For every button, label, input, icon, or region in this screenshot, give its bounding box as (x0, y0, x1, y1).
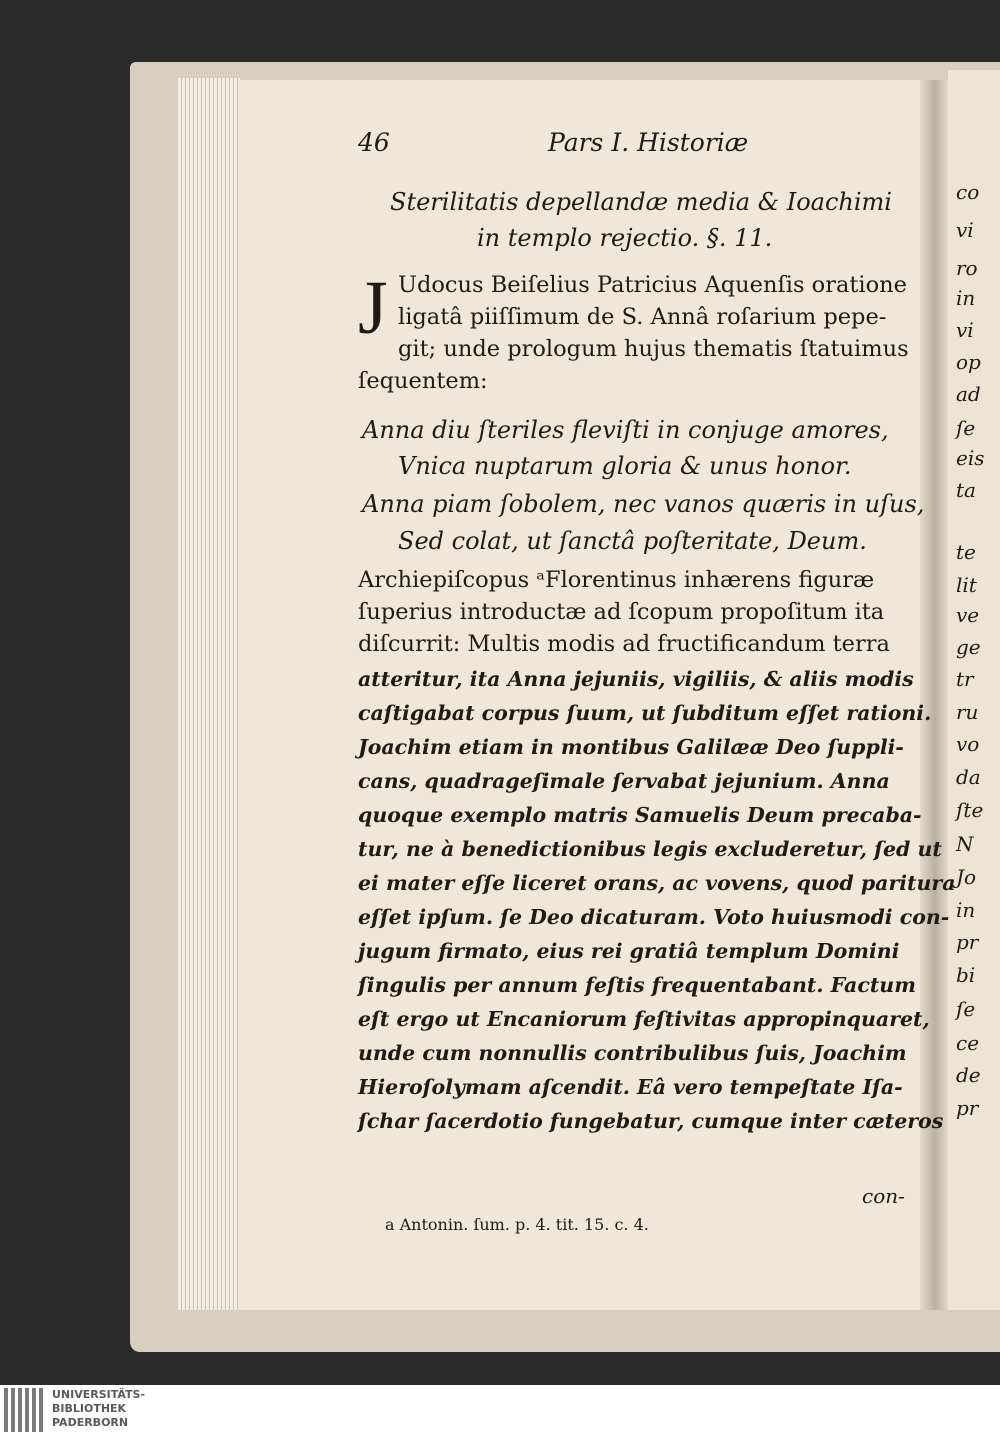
right-page-fragment: lit (956, 573, 977, 597)
paragraph-line: diſcurrit: Multis modis ad fructificandum terra (358, 631, 890, 657)
section-title-line-1: Sterilitatis depellandæ media & Ioachimi (390, 188, 892, 216)
italic-line: ſingulis per annum feſtis frequentabant. Factum (358, 973, 916, 997)
footnote: a Antonin. ſum. p. 4. tit. 15. c. 4. (385, 1215, 649, 1234)
right-page-fragment: pr (956, 930, 979, 954)
italic-line: unde cum nonnullis contribulibus ſuis, Joachim (358, 1041, 907, 1065)
right-page-fragment: N (956, 832, 974, 856)
paragraph-line: git; unde prologum hujus thematis ſtatuimus (398, 336, 909, 362)
italic-line: ſchar ſacerdotio fungebatur, cumque inter cæteros (358, 1109, 944, 1133)
paragraph-line: Udocus Beiſelius Patricius Aquenſis oratione (398, 272, 907, 298)
right-page-fragment: vi (956, 318, 974, 342)
right-page-fragment: pr (956, 1096, 979, 1120)
library-footer (0, 1385, 1000, 1435)
right-page-fragment: vi (956, 218, 974, 242)
right-page-fragment: te (956, 540, 976, 564)
right-page-fragment: tr (956, 667, 974, 691)
right-page (948, 70, 1000, 1310)
right-page-fragment: ſe (956, 997, 976, 1021)
italic-line: jugum firmato, eius rei gratiâ templum Domini (358, 939, 900, 963)
right-page-fragment: co (956, 180, 980, 204)
running-title: Pars I. Historiæ (548, 128, 749, 157)
right-page-fragment: ſte (956, 798, 984, 822)
right-page-fragment: ſe (956, 416, 976, 440)
library-name (52, 1388, 145, 1430)
paragraph-line: Archiepiſcopus ᵃFlorentinus inhærens figuræ (358, 567, 875, 593)
right-page-fragment: de (956, 1063, 981, 1087)
right-page-fragment: ro (956, 256, 978, 280)
right-page-fragment: op (956, 350, 981, 374)
library-name-line: PADERBORN (52, 1416, 129, 1429)
catchword: con- (862, 1184, 905, 1208)
right-page-fragment: ge (956, 635, 981, 659)
page-number: 46 (358, 128, 390, 157)
library-name-line: BIBLIOTHEK (52, 1402, 127, 1415)
italic-line: atteritur, ita Anna jejuniis, vigiliis, & aliis modis (358, 667, 914, 691)
paragraph-line: ſuperius introductæ ad ſcopum propoſitum ita (358, 599, 885, 625)
italic-line: cans, quadrageſimale ſervabat jejunium. Anna (358, 769, 890, 793)
paragraph-line: ligatâ piiſſimum de S. Annâ roſarium pepe- (398, 304, 887, 330)
right-page-fragment: ve (956, 603, 980, 627)
right-page-fragment: Jo (956, 865, 977, 889)
italic-line: ei mater eſſe liceret orans, ac vovens, quod paritura (358, 871, 956, 895)
verse-line: Sed colat, ut ſanctâ poſteritate, Deum. (398, 527, 867, 555)
verse-line: Anna diu ſteriles fleviſti in conjuge amores, (362, 416, 889, 444)
drop-cap: J (358, 266, 388, 350)
italic-line: eſt ergo ut Encaniorum feſtivitas appropinquaret, (358, 1007, 930, 1031)
italic-line: eſſet ipſum. ſe Deo dicaturam. Voto huiusmodi con- (358, 905, 950, 929)
italic-line: Hieroſolymam aſcendit. Eâ vero tempeſtate Iſa- (358, 1075, 903, 1099)
right-page-fragment: bi (956, 963, 976, 987)
library-name-line: UNIVERSITÄTS- (52, 1388, 146, 1401)
paragraph-line: ſequentem: (358, 368, 488, 394)
verse-line: Vnica nuptarum gloria & unus honor. (398, 452, 852, 480)
italic-line: quoque exemplo matris Samuelis Deum precaba- (358, 803, 922, 827)
right-page-fragment: ad (956, 382, 981, 406)
page-edges (178, 78, 240, 1310)
right-page-fragment: da (956, 765, 981, 789)
right-page-fragment: ce (956, 1031, 980, 1055)
right-page-fragment: vo (956, 732, 980, 756)
italic-line: Joachim etiam in montibus Galilææ Deo ſuppli- (358, 735, 904, 759)
italic-line: caſtigabat corpus ſuum, ut ſubditum eſſet rationi. (358, 701, 932, 725)
right-page-fragment: ta (956, 478, 976, 502)
right-page-fragment: in (956, 898, 976, 922)
right-page-fragment: ru (956, 700, 979, 724)
library-logo-icon (4, 1388, 44, 1432)
section-title-line-2: in templo rejectio. §. 11. (477, 224, 773, 252)
italic-line: tur, ne à benedictionibus legis excluderetur, ſed ut (358, 837, 942, 861)
verse-line: Anna piam ſobolem, nec vanos quæris in uſus, (362, 490, 925, 518)
right-page-fragment: in (956, 286, 976, 310)
right-page-fragment: eis (956, 446, 985, 470)
